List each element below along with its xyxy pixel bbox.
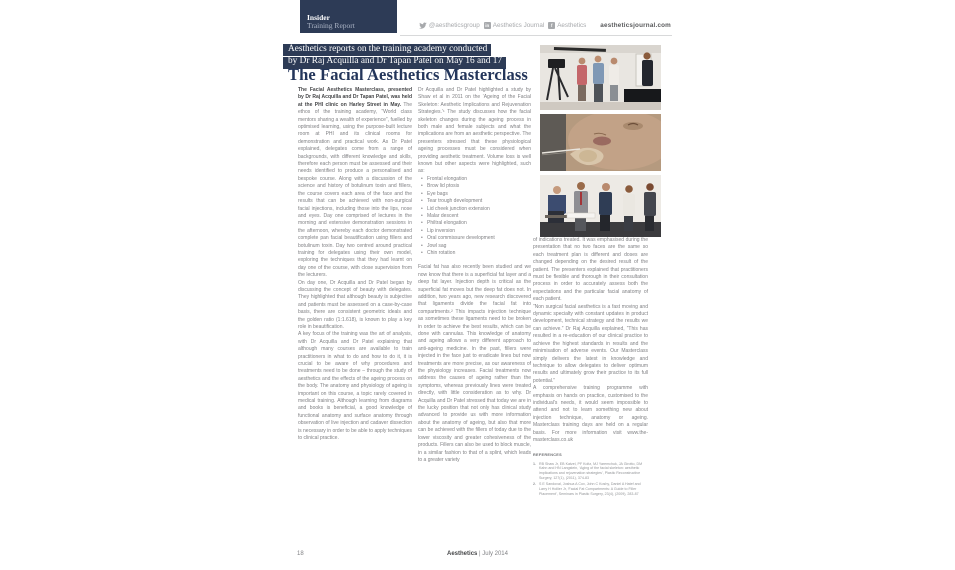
reference-entry [533,462,648,481]
bullet-item: • Jowl sag [420,243,531,250]
reference-text: S E Sandoval, Joshua A Cox, John C Koshy, Daniel A Hatef and Larry H Hollier Jr, ‘Facial Fat Compartments: A Guide to Filler Placement’, Seminars in Plastic Surgery, 23(4), (2009), 283-87 [539,482,641,496]
kicker-line-1: Aesthetics reports on the training academy conducted [283,44,491,56]
reference-entry [533,482,648,496]
bullet-item: • Lid cheek junction extension [420,206,531,213]
linkedin-link[interactable] [484,22,544,29]
bullet-item: • Tear trough development [420,198,531,205]
bullet-item: • Eye bags [420,191,531,198]
linkedin-icon: in [485,23,490,28]
references-heading: REFERENCES [533,453,562,458]
footer-journal-name: Aesthetics [447,551,478,557]
bullet-item: • Oral commissure development [420,235,531,242]
photo-lecture-room [540,45,661,110]
linkedin-label: Aesthetics Journal [492,22,545,29]
section-label: Insider [307,13,330,22]
article-column-1 [298,87,412,443]
quote-paragraph: “Non surgical facial aesthetics is a fast moving and dynamic specialty with constant updates in product development, technical strategy and the results we can achieve.” Dr Raj Acquilla explained, “This has resulted in a re-education of our clinical practice to achieve the highest standards in results and the minimisation of adverse events. Our Masterclass simply delivers the latest in knowledge and technique to allow delegates to deliver optimum results and ultimately grow their practice to its full potential.” [533,303,648,384]
lead-bold-text: The Facial Aesthetics Masterclass, presented by Dr Raj Acquilla and Dr Tapan Patel, was held at the PHI clinic on Harley Street in May. [298,87,412,108]
paragraph: On day one, Dr Acquilla and Dr Patel began by discussing the concept of beauty with delegates. They highlighted that although beauty is subjective and patients must be assessed on a case-by-case basis, there are consistent geometric ideals and the golden ratio (1:1.618), is known to play a key role in beautification. [298,279,412,330]
page-number: 18 [297,551,304,557]
footer-separator: | [477,551,483,557]
reference-number: 2. [533,482,536,487]
photo-column [540,45,661,241]
lead-paragraph [298,87,412,280]
bullet-item: • Brow lid ptosis [420,183,531,190]
footer-issue: July 2014 [482,551,508,557]
header-divider [400,35,672,36]
article-column-3 [533,237,648,498]
facebook-label: Aesthetics [557,22,587,29]
footer-journal-line [283,551,672,557]
bullet-item: • Philtral elongation [420,220,531,227]
reference-number: 1. [533,461,536,466]
photo-injection-closeup [540,114,661,171]
website-link[interactable]: aestheticsjournal.com [600,22,671,29]
bullet-item: • Chin rotation [420,250,531,257]
article-column-2 [418,87,531,464]
paragraph: Facial fat has also recently been studied and we now know that there is a superficial fat layer and a deep fat layer. Injection depth is critical as the superficial fat moves but the deep fat does not. In addition, two years ago, new research discovered that ligaments divide the facial fat into compartments.² This impacts injection technique as sometimes these ligaments need to be broken in order to achieve the best results, which can be done with cannulas. This knowledge of anatomy and ageing allows a very different approach to anti-ageing medicine. In the past, fillers were injected in the face just to eradicate lines but now treatments are more precise, as our awareness of the physiology increases. Facial treatments now address the causes of ageing rather than the symptoms, whereas previously lines were treated directly, with little consideration as to why. Dr Acquilla and Dr Patel stressed that today we are in the lucky position that not only has clinical study advanced to provide us with more information about the anatomy of ageing, but also that more can be achieved with the fillers of today due to the lower viscosity and greater cohesiveness of the products. Fillers can also be used to block muscle, in a similar fashion to that of a splint, which leads to a greater variety [418,264,531,463]
bullet-item: • Lip inversion [420,228,531,235]
paragraph: A comprehensive training programme with emphasis on hands on practice, customised to the individual’s needs, it would seem impossible to attend and not to learn something new about injection technique, anatomy or ageing. Masterclass training days are held on a regular basis. For more information visit www.the-masterclass.co.uk [533,385,648,443]
bullet-item: • Frontal elongation [420,176,531,183]
article-title: The Facial Aesthetics Masterclass [288,65,528,84]
section-sublabel: Training Report [307,21,355,30]
reference-text: RB Shaw Jr, EB Katzel, PF Koltz, MJ Yaremchuk, JA Girotto, DM Kahn and HN Langstein, ‘Aging of the facial skeleton: aesthetic implications and rejuvenation strategies’, Plastic Reconstructive Surgery, 127(1), (2011), 374-83 [539,461,643,480]
section-banner [300,0,397,33]
twitter-handle: @aestheticsgroup [428,22,480,29]
photo-delegates-group [540,175,661,237]
facebook-link[interactable] [548,22,586,29]
lead-rest-text: The ethos of the training academy, “World class mentors sharing a wealth of experience”, fuelled by optimised learning, using the purpose-built lecture room at PHI and its clinical rooms for demonstration and practical work. As Dr Patel explained, delegates come from a range of backgrounds, with different knowledge and skills, therefore each person must be assessed and their needs identified to produce a personalised and bespoke course. Along with a discussion of the science and history of botulinum toxin and fillers, the course covers each area of the face and the results that can be achieved with non-surgical facial injections, including those into the lips, nose and eyes. Day one comprised of lectures in the morning and extensive demonstration sessions in the afternoon, whereby each doctor demonstrated complete pan facial beautification using fillers and botulinum toxin. Day two centred around practical training for delegates using their own model, exploring the techniques that they had learnt on day one of the course, with close supervision from the lecturers. [298,101,412,279]
twitter-link[interactable] [419,22,480,29]
references-section [533,452,648,496]
paragraph: of indications treated. It was emphasised during the presentation that no two faces are the same so each treatment plan is different and doses are changed depending on the desired result of the patient. The presenters explained that practitioners must be flexible and thorough in their consultation process in order to accurately assess both the expectations and the particular facial anatomy of each patient. [533,237,648,303]
symptom-bullet-list [420,176,531,257]
facebook-icon: f [548,22,555,29]
magazine-page [283,0,672,570]
bullet-item: • Malar descent [420,213,531,220]
paragraph: A key focus of the training was the art of analysis, with Dr Acquilla and Dr Patel explaining that although many courses are available to train practitioners in what to do and how to do it, it is crucial to be aware of why procedures and treatments need to be done – through the study of aesthetics and the effects of the ageing process on the body. The anatomy and physiology of ageing is important on this course, a topic rarely covered in medical training. Although learning from diagrams and books is beneficial, a good knowledge of functional anatomy and surface anatomy through observation of live injection and cadaver dissection is necessary in order to be able to apply techniques to clinical practice. [298,331,412,442]
twitter-icon [419,22,427,29]
paragraph: Dr Acquilla and Dr Patel highlighted a study by Shaw et al in 2011 on the ‘Ageing of the Facial Skeleton: Aesthetic Implications and Rejuvenation Strategies.’¹ The study discusses how the facial skeleton changes during the ageing process in both male and female subjects and what the implications are from an aesthetic perspective. The presenters stressed that these physiological ageing processes must be considered when providing aesthetic treatment. Volume loss is well known but other aspects were highlighted, such as: [418,87,531,175]
social-bar [413,22,671,29]
kicker-line-2: by Dr Raj Acquilla and Dr Tapan Patel on May 16 and 17 [283,57,506,69]
